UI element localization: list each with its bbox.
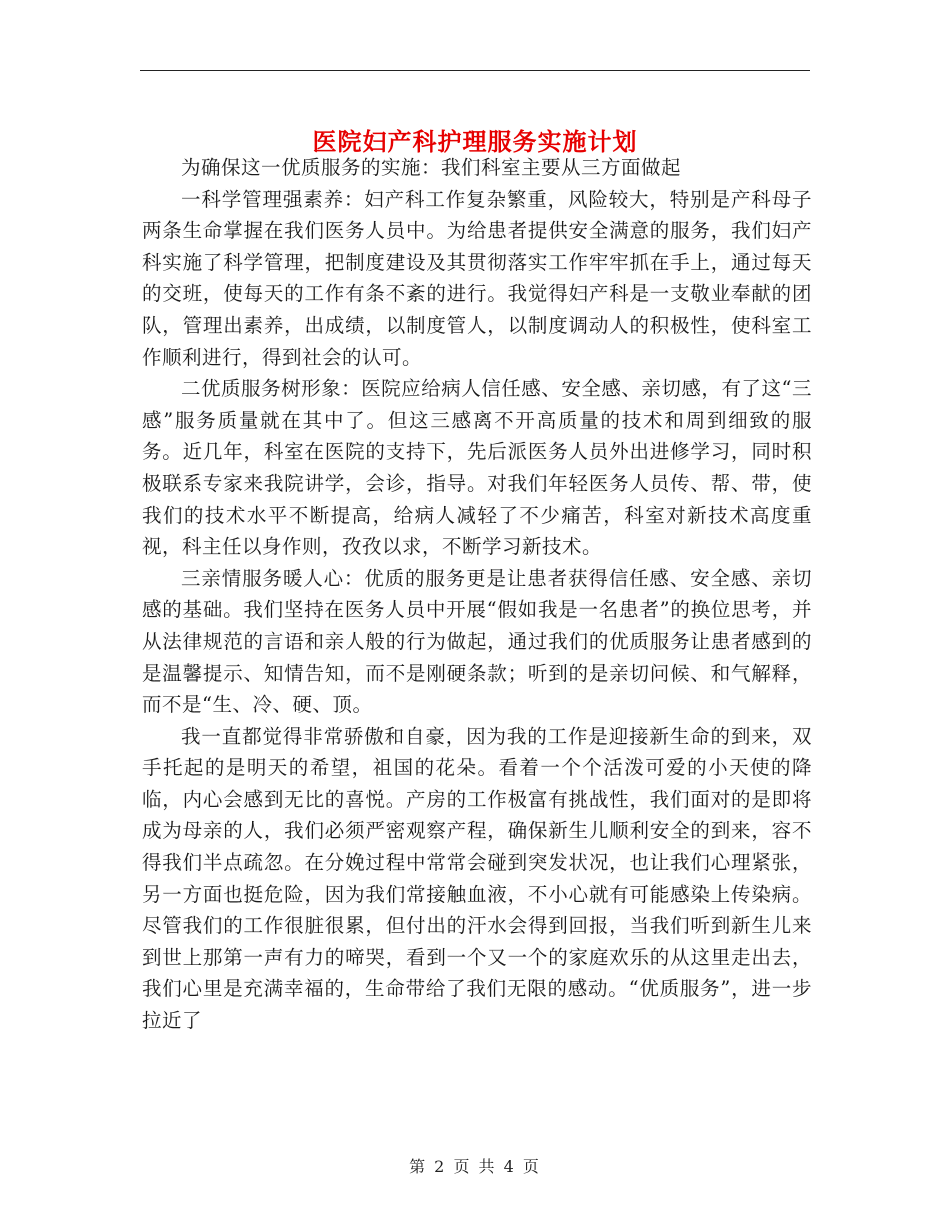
document-body (142, 152, 812, 1037)
paragraph-management: 一科学管理强素养：妇产科工作复杂繁重，风险较大，特别是产科母子两条生命掌握在我们医务人员中。为给患者提供安全满意的服务，我们妇产科实施了科学管理，把制度建设及其贯彻落实工作牢牢抓在手上，通过每天的交班，使每天的工作有条不紊的进行。我觉得妇产科是一支敬业奉献的团队，管理出素养，出成绩，以制度管人，以制度调动人的积极性，使科室工作顺利进行，得到社会的认可。 (142, 187, 812, 369)
header-rule (140, 70, 810, 71)
paragraph-quality-service: 二优质服务树形象：医院应给病人信任感、安全感、亲切感，有了这“三感”服务质量就在其中了。但这三感离不开高质量的技术和周到细致的服务。近几年，科室在医院的支持下，先后派医务人员外出进修学习，同时积极联系专家来我院讲学，会诊，指导。对我们年轻医务人员传、帮、带，使我们的技术水平不断提高，给病人减轻了不少痛苦，科室对新技术高度重视，科主任以身作则，孜孜以求，不断学习新技术。 (142, 377, 812, 559)
document-title: 医院妇产科护理服务实施计划 (312, 127, 638, 157)
paragraph-intro: 为确保这一优质服务的实施：我们科室主要从三方面做起 (181, 156, 682, 179)
page-number-footer: 第 2 页 共 4 页 (409, 1157, 541, 1176)
paragraph-personal-reflection: 我一直都觉得非常骄傲和自豪，因为我的工作是迎接新生命的到来，双手托起的是明天的希望，祖国的花朵。看着一个个活泼可爱的小天使的降临，内心会感到无比的喜悦。产房的工作极富有挑战性，我们面对的是即将成为母亲的人，我们必须严密观察产程，确保新生儿顺利安全的到来，容不得我们半点疏忽。在分娩过程中常常会碰到突发状况，也让我们心理紧张，另一方面也挺危险，因为我们常接触血液，不小心就有可能感染上传染病。尽管我们的工作很脏很累，但付出的汗水会得到回报，当我们听到新生儿来到世上那第一声有力的啼哭，看到一个又一个的家庭欢乐的从这里走出去，我们心里是充满幸福的，生命带给了我们无限的感动。“优质服务”，进一步拉近了 (142, 724, 812, 1033)
paragraph-family-care: 三亲情服务暖人心：优质的服务更是让患者获得信任感、安全感、亲切感的基础。我们坚持在医务人员中开展“假如我是一名患者”的换位思考，并从法律规范的言语和亲人般的行为做起，通过我们的优质服务让患者感到的是温馨提示、知情告知，而不是刚硬条款；听到的是亲切问候、和气解释，而不是“生、冷、硬、顶。 (142, 566, 812, 717)
